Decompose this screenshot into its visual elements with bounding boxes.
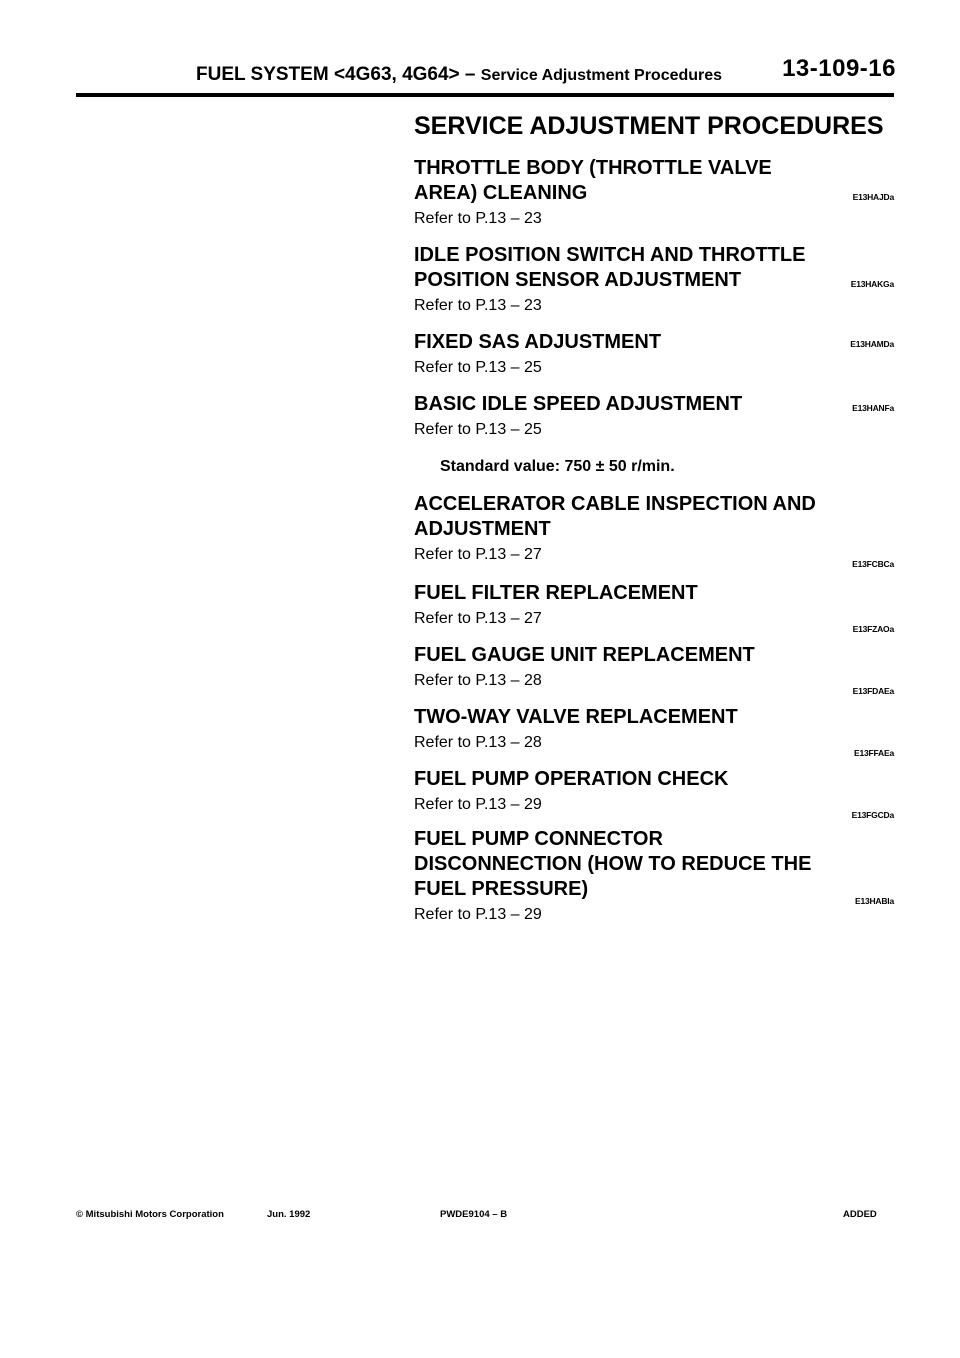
section-idle-position-switch <box>414 243 894 318</box>
section-code: E13HAKGa <box>850 279 894 289</box>
section-code: E13HANFa <box>852 403 894 413</box>
section-code: E13FCBCa <box>852 559 894 569</box>
section-title: FUEL PUMP CONNECTOR DISCONNECTION (HOW TO REDUCE THE FUEL PRESSURE) <box>414 828 812 900</box>
section-title: FUEL GAUGE UNIT REPLACEMENT <box>414 644 755 666</box>
section-ref: Refer to P.13 – 27 <box>414 546 542 563</box>
section-ref: Refer to P.13 – 29 <box>414 906 542 923</box>
section-ref: Refer to P.13 – 28 <box>414 734 542 751</box>
header-rule <box>76 93 894 97</box>
section-fuel-filter <box>414 581 894 634</box>
section-title: BASIC IDLE SPEED ADJUSTMENT <box>414 393 743 415</box>
section-title: FUEL PUMP OPERATION CHECK <box>414 768 729 790</box>
header-title: FUEL SYSTEM <4G63, 4G64> – <box>196 64 476 85</box>
section-ref: Refer to P.13 – 27 <box>414 610 542 627</box>
header-subtitle: Service Adjustment Procedures <box>480 67 723 84</box>
section-code: E13FDAEa <box>852 686 894 696</box>
page-header <box>196 55 896 98</box>
section-code: E13FGCDa <box>851 810 894 820</box>
footer-doc-code: PWDE9104 – B <box>440 1209 508 1220</box>
section-code: E13HAMDa <box>850 339 894 349</box>
standard-value: Standard value: 750 ± 50 r/min. <box>440 458 675 475</box>
section-ref: Refer to P.13 – 23 <box>414 210 542 227</box>
section-two-way-valve <box>414 705 894 758</box>
section-ref: Refer to P.13 – 23 <box>414 297 542 314</box>
footer-date: Jun. 1992 <box>267 1209 311 1220</box>
header-title-group <box>196 64 722 86</box>
section-basic-idle-speed <box>414 392 894 442</box>
section-fuel-pump-connector <box>414 827 894 927</box>
section-title: FUEL FILTER REPLACEMENT <box>414 582 698 604</box>
section-fuel-pump-check <box>414 767 894 820</box>
section-ref: Refer to P.13 – 29 <box>414 796 542 813</box>
section-title: ACCELERATOR CABLE INSPECTION AND ADJUSTMENT <box>414 493 816 540</box>
section-title: THROTTLE BODY (THROTTLE VALVE AREA) CLEANING <box>414 157 772 204</box>
section-accelerator-cable <box>414 492 894 567</box>
section-ref: Refer to P.13 – 25 <box>414 421 542 438</box>
section-title: TWO-WAY VALVE REPLACEMENT <box>414 706 738 728</box>
section-title: IDLE POSITION SWITCH AND THROTTLE POSITION SENSOR ADJUSTMENT <box>414 244 806 291</box>
page-title: SERVICE ADJUSTMENT PROCEDURES <box>414 112 884 140</box>
section-code: E13HABIa <box>854 896 894 906</box>
section-code: E13HAJDa <box>852 192 894 202</box>
page-number: 13-109-16 <box>782 55 896 82</box>
section-code: E13FFAEa <box>854 748 894 758</box>
section-ref: Refer to P.13 – 28 <box>414 672 542 689</box>
section-code: E13FZAOa <box>852 624 894 634</box>
section-ref: Refer to P.13 – 25 <box>414 359 542 376</box>
section-throttle-body-cleaning <box>414 156 894 231</box>
footer-copyright: © Mitsubishi Motors Corporation <box>76 1209 224 1220</box>
footer-status: ADDED <box>843 1209 877 1220</box>
section-fuel-gauge-unit <box>414 643 894 696</box>
section-fixed-sas <box>414 330 894 380</box>
content <box>414 156 894 927</box>
section-title: FIXED SAS ADJUSTMENT <box>414 331 662 353</box>
